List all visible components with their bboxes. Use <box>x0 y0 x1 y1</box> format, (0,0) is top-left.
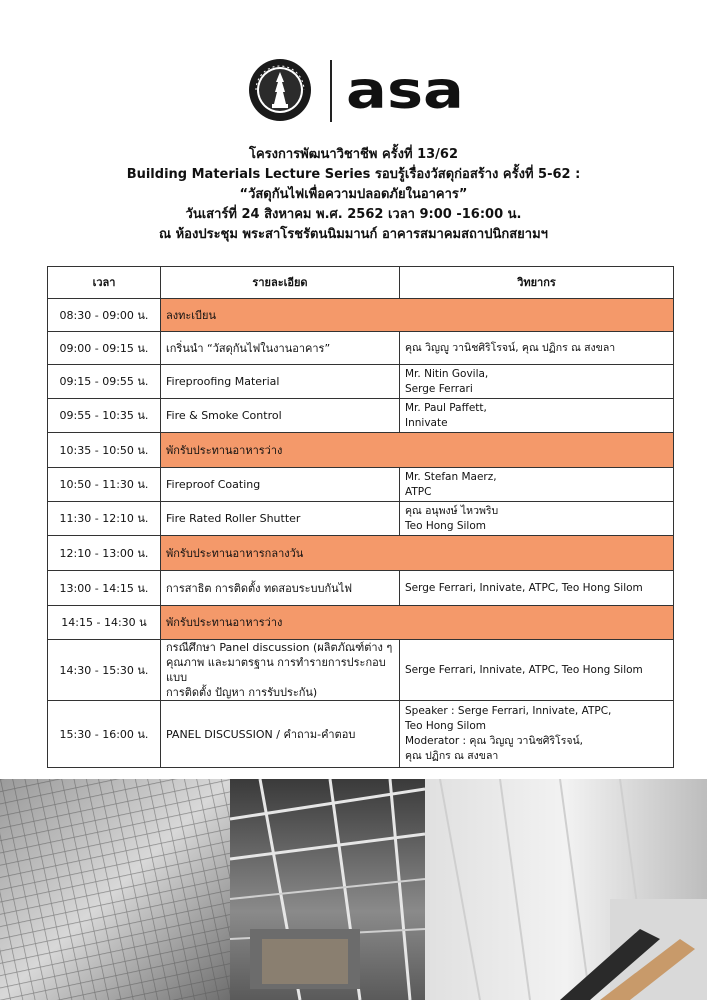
speaker-line: คุณ ปฏิกร ณ สงขลา <box>405 750 499 762</box>
table-row <box>48 536 674 571</box>
row-detail: Fire Rated Roller Shutter <box>161 502 400 536</box>
photo-wire-glass <box>0 779 230 1000</box>
row-time: 09:15 - 09:55 น. <box>48 365 161 399</box>
row-speaker: คุณ วิญญู วานิชศิริโรจน์, คุณ ปฏิกร ณ สงขลา <box>400 332 674 365</box>
photo-atrium-ceiling <box>230 779 425 1000</box>
table-row <box>48 606 674 640</box>
row-time: 09:00 - 09:15 น. <box>48 332 161 365</box>
detail-line: กรณีศึกษา Panel discussion (ผลิตภัณฑ์ต่าง ๆ <box>166 641 393 654</box>
row-time: 13:00 - 14:15 น. <box>48 571 161 606</box>
table-row <box>48 502 674 536</box>
row-break: ลงทะเบียน <box>161 299 674 332</box>
table-row <box>48 299 674 332</box>
event-title-block <box>0 145 707 245</box>
table-row <box>48 468 674 502</box>
speaker-line: Mr. Stefan Maerz, <box>405 470 497 483</box>
header-speaker: วิทยากร <box>400 267 674 299</box>
table-row <box>48 640 674 701</box>
speaker-line: Teo Hong Silom <box>405 519 486 532</box>
logo-divider <box>330 60 332 122</box>
row-break: พักรับประทานอาหารว่าง <box>161 433 674 468</box>
program-title: โครงการพัฒนาวิชาชีพ ครั้งที่ 13/62 <box>248 147 459 162</box>
speaker-line: คุณ อนุพงษ์ ไหวพริบ <box>405 504 499 517</box>
event-date: วันเสาร์ที่ 24 สิงหาคม พ.ศ. 2562 เวลา 9:00 -16:00 น. <box>185 207 522 222</box>
speaker-line: Mr. Nitin Govila, <box>405 367 489 380</box>
asa-logo <box>346 68 466 114</box>
row-detail: Fire & Smoke Control <box>161 399 400 433</box>
row-speaker: Serge Ferrari, Innivate, ATPC, Teo Hong Silom <box>400 640 674 701</box>
speaker-line: Moderator : คุณ วิญญู วานิชศิริโรจน์, <box>405 735 584 747</box>
row-detail: การสาธิต การติดตั้ง ทดสอบระบบกันไฟ <box>161 571 400 606</box>
series-title: Building Materials Lecture Series รอบรู้เรื่องวัสดุก่อสร้าง ครั้งที่ 5-62 : <box>126 167 581 182</box>
row-speaker <box>400 502 674 536</box>
siamese-architects-seal-logo <box>248 58 312 122</box>
speaker-line: Innivate <box>405 416 448 429</box>
row-time: 10:50 - 11:30 น. <box>48 468 161 502</box>
row-break: พักรับประทานอาหารว่าง <box>161 606 674 640</box>
speaker-line: Speaker : Serge Ferrari, Innivate, ATPC, <box>405 705 612 717</box>
row-speaker <box>400 701 674 768</box>
table-row <box>48 399 674 433</box>
row-time: 12:10 - 13:00 น. <box>48 536 161 571</box>
row-time: 11:30 - 12:10 น. <box>48 502 161 536</box>
row-time: 10:35 - 10:50 น. <box>48 433 161 468</box>
table-header-row <box>48 267 674 299</box>
row-time: 08:30 - 09:00 น. <box>48 299 161 332</box>
row-detail: Fireproofing Material <box>161 365 400 399</box>
speaker-line: Mr. Paul Paffett, <box>405 401 487 414</box>
speaker-line: Serge Ferrari <box>405 382 473 395</box>
row-speaker: Serge Ferrari, Innivate, ATPC, Teo Hong Silom <box>400 571 674 606</box>
schedule-table <box>47 266 674 768</box>
row-time: 15:30 - 16:00 น. <box>48 701 161 768</box>
table-row <box>48 332 674 365</box>
speaker-line: Teo Hong Silom <box>405 720 486 732</box>
row-time: 14:15 - 14:30 น <box>48 606 161 640</box>
table-row <box>48 571 674 606</box>
topic-title: “วัสดุกันไฟเพื่อความปลอดภัยในอาคาร” <box>239 187 468 202</box>
detail-line: การติดตั้ง ปัญหา การรับประกัน) <box>166 686 318 699</box>
header-detail: รายละเอียด <box>161 267 400 299</box>
row-time: 14:30 - 15:30 น. <box>48 640 161 701</box>
row-detail: PANEL DISCUSSION / คำถาม-คำตอบ <box>161 701 400 768</box>
row-detail: เกริ่นนำ “วัสดุกันไฟในงานอาคาร” <box>161 332 400 365</box>
speaker-line: ATPC <box>405 485 432 498</box>
building-materials-photo-collage <box>0 779 707 1000</box>
table-row <box>48 433 674 468</box>
photo-fire-shutter-and-cables <box>425 779 707 1000</box>
header-time: เวลา <box>48 267 161 299</box>
row-detail: Fireproof Coating <box>161 468 400 502</box>
row-speaker <box>400 365 674 399</box>
row-speaker <box>400 468 674 502</box>
asa-logo-text: asa <box>346 68 464 114</box>
event-venue: ณ ห้องประชุม พระสาโรชรัตนนิมมานก์ อาคารสมาคมสถาปนิกสยามฯ <box>159 227 548 242</box>
row-speaker <box>400 399 674 433</box>
table-row <box>48 365 674 399</box>
table-row <box>48 701 674 768</box>
row-time: 09:55 - 10:35 น. <box>48 399 161 433</box>
row-break: พักรับประทานอาหารกลางวัน <box>161 536 674 571</box>
detail-line: คุณภาพ และมาตรฐาน การทำรายการประกอบแบบ <box>166 656 386 684</box>
row-detail <box>161 640 400 701</box>
logo-area <box>248 58 468 124</box>
